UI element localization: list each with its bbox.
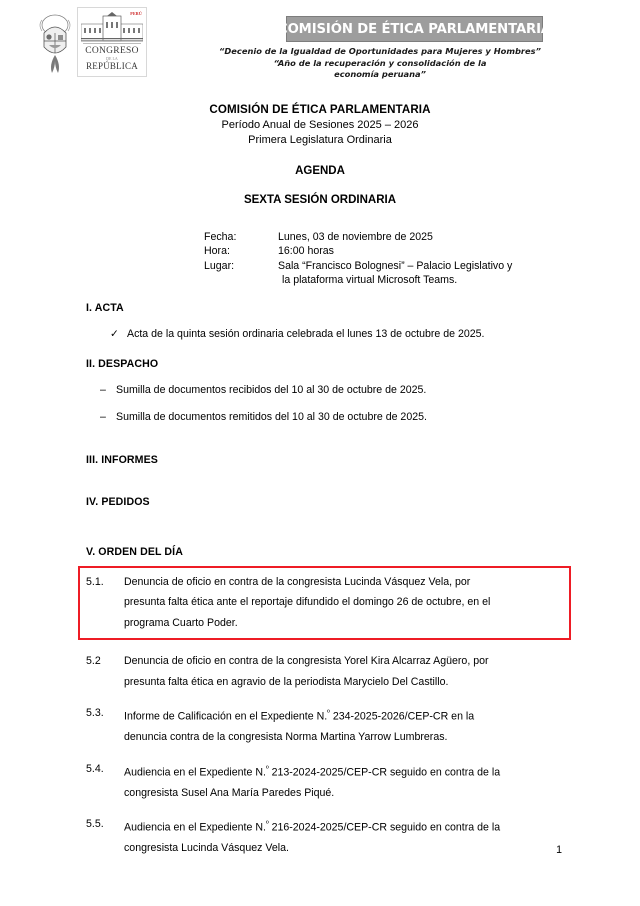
agenda-item [86,759,562,804]
agenda-item-body [124,814,562,859]
logo-line-dela: DE LA [106,56,118,61]
agenda-item [86,572,561,634]
slogan-line-2: “Año de la recuperación y consolidación de la [273,57,487,68]
logo-line-congreso: CONGRESO [85,46,139,56]
agenda-item-number: 5.3. [86,707,104,720]
ordinal-superscript: º [265,819,269,829]
agenda-item-line-1-b: 234-2025-2026/CEP-CR en la [329,710,475,723]
agenda-item-highlighted [78,566,571,641]
lugar-value: Sala “Francisco Bolognesi” – Palacio Legislativo y [278,259,513,272]
agenda-item-number: 5.4. [86,762,104,775]
fecha-label: Fecha: [204,231,237,243]
agenda-item-body [124,703,562,748]
section-heading-pedidos: IV. PEDIDOS [86,495,150,508]
acta-bullet-item [86,327,562,341]
agenda-item-line-2: congresista Susel Ana María Paredes Piqué. [124,786,335,799]
agenda-item-line-2: presunta falta ética ante el reportaje difundido el domingo 26 de octubre, en el [124,596,491,609]
section-heading-orden-del-dia: V. ORDEN DEL DÍA [86,545,183,558]
agenda-item-line-1-a: Audiencia en el Expediente N. [124,821,266,834]
detail-row-hora [204,244,640,258]
legislature-name: Primera Legislatura Ordinaria [248,134,392,146]
page-title: COMISIÓN DE ÉTICA PARLAMENTARIA [209,103,431,116]
agenda-item-line-1-a: Audiencia en el Expediente N. [124,766,266,779]
commission-banner [277,16,552,42]
check-icon: ✓ [110,327,119,340]
peru-coat-of-arms-icon [36,11,74,75]
agenda-item [86,651,562,692]
agenda-heading: AGENDA [295,165,345,177]
agenda-item-line-2: presunta falta ética en agravio de la periodista Marycielo Del Castillo. [124,675,449,688]
despacho-item-text: Sumilla de documentos recibidos del 10 al 30 de octubre de 2025. [116,383,427,396]
official-slogans [200,46,560,81]
agenda-item-line-1-b: 216-2024-2025/CEP-CR seguido en contra de la [268,821,501,834]
section-heading-acta: I. ACTA [86,301,124,314]
acta-item-text: Acta de la quinta sesión ordinaria celebrada el lunes 13 de octubre de 2025. [127,327,485,340]
hora-value: 16:00 horas [278,245,334,258]
agenda-item-line-1 [124,703,562,727]
slogan-line-1: “Decenio de la Igualdad de Oportunidades para Mujeres y Hombres” [219,46,541,56]
logo-line-republica: REPÚBLICA [86,61,138,71]
session-period: Período Anual de Sesiones 2025 – 2026 [221,119,419,131]
agenda-item-line-1-a: Informe de Calificación en el Expediente N. [124,710,328,723]
page-number: 1 [556,844,562,856]
agenda-item-body [124,572,561,634]
session-details [204,230,640,288]
ordinal-superscript: º [265,763,269,773]
dash-icon: – [100,383,106,396]
agenda-item-number: 5.5. [86,818,104,831]
agenda-item-line-1: Denuncia de oficio en contra de la congresista Lucinda Vásquez Vela, por [124,575,471,588]
despacho-bullet-item [86,383,562,397]
agenda-item-line-3: programa Cuarto Poder. [124,616,238,629]
agenda-item [86,703,562,748]
agenda-item-line-1 [124,814,562,838]
slogan-line-3: economía peruana” [334,69,426,79]
fecha-value: Lunes, 03 de noviembre de 2025 [278,231,433,243]
logo-divider-top [83,43,141,44]
document-header [0,0,640,92]
hora-label: Hora: [204,245,230,258]
agenda-item-body [124,759,562,804]
detail-row-lugar [204,259,640,288]
institutional-logos [36,7,152,83]
lugar-label: Lugar: [204,259,235,272]
legislative-palace-icon [81,12,143,42]
peru-label: PERÚ [130,11,142,16]
ordinal-superscript: º [327,708,330,718]
orden-del-dia-items [86,566,562,859]
agenda-item-number: 5.1. [86,575,104,588]
commission-banner-text: COMISIÓN DE ÉTICA PARLAMENTARIA [277,21,552,37]
session-heading: SEXTA SESIÓN ORDINARIA [243,194,397,206]
agenda-item-line-1-b: 213-2024-2025/CEP-CR seguido en contra de la [268,766,501,779]
agenda-item-body [124,651,562,692]
agenda-item-line-1 [124,759,562,783]
despacho-item-text: Sumilla de documentos remitidos del 10 al 30 de octubre de 2025. [116,410,427,423]
dash-icon: – [100,410,106,423]
lugar-value-continued: la plataforma virtual Microsoft Teams. [282,274,458,287]
congreso-republica-logo [77,7,147,77]
lugar-value-wrap [278,259,640,288]
despacho-bullet-item [86,410,562,424]
agenda-item [86,814,562,859]
agenda-item-line-2: denuncia contra de la congresista Norma Martina Yarrow Lumbreras. [124,731,448,744]
document-body [86,302,562,859]
document-title-block [0,102,640,206]
section-heading-despacho: II. DESPACHO [86,357,159,370]
agenda-item-line-2: congresista Lucinda Vásquez Vela. [124,842,289,855]
detail-row-fecha [204,230,640,244]
agenda-item-line-1: Denuncia de oficio en contra de la congresista Yorel Kira Alcarraz Agüero, por [124,655,489,668]
agenda-item-number: 5.2 [86,655,101,668]
section-heading-informes: III. INFORMES [86,453,158,466]
